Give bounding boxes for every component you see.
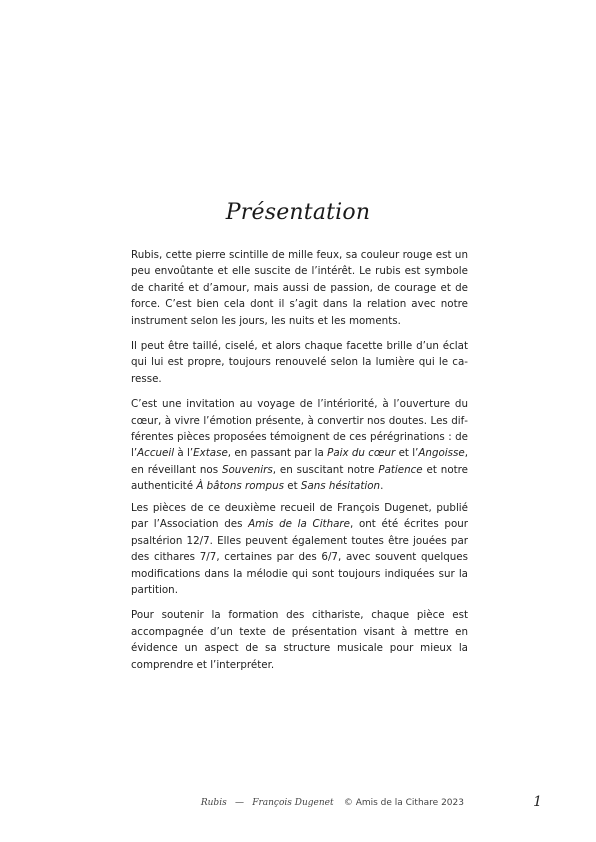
page-title: Présentation bbox=[225, 200, 371, 225]
italic-title: Accueil bbox=[137, 447, 175, 460]
italic-association-name: Amis de la Cithare bbox=[248, 518, 351, 531]
paragraph-3 bbox=[131, 396, 468, 494]
text-span: Les pièces de ce deuxième recueil de François Dugenet, publié par l’Association des bbox=[131, 502, 468, 531]
collection-section bbox=[131, 500, 468, 682]
intro-section bbox=[131, 247, 468, 504]
text-span: à l’ bbox=[174, 447, 194, 460]
page-number: 1 bbox=[533, 794, 542, 810]
italic-title: Sans hésitation bbox=[300, 480, 381, 493]
text-span: , en passant par la bbox=[227, 447, 328, 460]
text-span: . bbox=[380, 480, 384, 493]
text-span: , en suscitant notre bbox=[272, 463, 379, 476]
italic-title: À bâtons rompus bbox=[196, 480, 284, 493]
page-footer bbox=[0, 794, 596, 813]
italic-title: Angoisse bbox=[418, 447, 465, 460]
paragraph-4 bbox=[131, 500, 468, 598]
text-span: , en réveillant nos bbox=[131, 447, 468, 476]
footer-book-title: Rubis bbox=[200, 798, 227, 808]
italic-title: Extase bbox=[193, 447, 228, 460]
paragraph-5: Pour soutenir la formation des cithariste, chaque pièce est accompagnée d’un texte de présentation visant à mettre en évidence un aspect de sa structure musicale pour mieux la comprendre et l’interpréter. bbox=[131, 609, 468, 671]
italic-title: Patience bbox=[378, 463, 423, 476]
text-span: C’est une invitation au voyage de l’intériorité, à l’ouverture du cœur, à vivre l’émotion présente, à convertir nos doutes. Les différentes pièces proposées témoignent de ces pérégrinations : de l’ bbox=[131, 398, 468, 460]
text-span: et bbox=[283, 480, 301, 493]
text-span: et notre authenticité bbox=[131, 463, 469, 493]
paragraph-1: Rubis, cette pierre scintille de mille feux, sa couleur rouge est un peu envoûtante et elle suscite de l’intérêt. Le rubis est symbole de charité et d’amour, mais aussi de passion, de courage et de force. C’est bien cela dont il s’agit dans la relation avec notre instrument selon les jours, les nuits et les moments. bbox=[131, 249, 468, 327]
footer-separator: — bbox=[234, 798, 244, 808]
footer-credits bbox=[201, 797, 464, 808]
italic-title: Paix du cœur bbox=[327, 447, 396, 460]
text-span: et l’ bbox=[395, 447, 419, 460]
text-span: , ont été écrites pour psaltérion 12/7. Elles peuvent également toutes être jouées par des cithares 7/7, certaines par des 6/7, avec souvent quelques modifications dans la mélodie qui sont toujours indiquées sur la partition. bbox=[131, 518, 469, 597]
paragraph-2: Il peut être taillé, ciselé, et alors chaque facette brille d’un éclat qui lui est propre, toujours renouvelé selon la lumière qui le caresse. bbox=[131, 340, 468, 385]
footer-copyright: © Amis de la Cithare 2023 bbox=[343, 798, 464, 808]
italic-title: Souvenirs bbox=[221, 463, 273, 476]
footer-author: François Dugenet bbox=[252, 798, 334, 808]
